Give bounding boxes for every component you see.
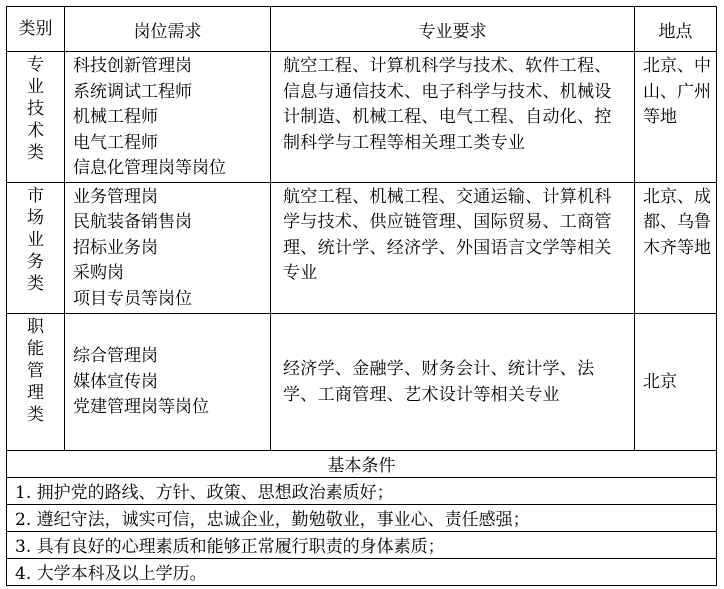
- header-location: 地点: [635, 7, 717, 52]
- position-item: 业务管理岗: [73, 186, 158, 207]
- category-cell: [7, 52, 65, 183]
- majors-cell: 航空工程、机械工程、交通运输、计算机科学与技术、供应链管理、国际贸易、工商管理、统计学、经济学、外国语言文学等相关专业: [271, 182, 635, 313]
- category-char: 市: [27, 185, 44, 206]
- category-char: 务: [27, 251, 44, 272]
- position-item: 科技创新管理岗: [73, 56, 192, 76]
- position-item: 电气工程师: [73, 132, 158, 153]
- majors-cell: 经济学、金融学、财务会计、统计学、法学、工商管理、艺术设计等相关专业: [271, 313, 635, 450]
- condition-item: 1. 拥护党的路线、方针、政策、思想政治素质好；: [7, 477, 717, 504]
- recruitment-table-page: [6, 6, 717, 586]
- category-char: 管: [27, 360, 44, 381]
- location-cell: 北京、中山、广州等地: [635, 52, 717, 183]
- position-item: 系统调试工程师: [73, 81, 192, 102]
- table-row: [7, 182, 717, 313]
- condition-item: 2. 遵纪守法，诚实可信，忠诚企业，勤勉敬业，事业心、责任感强；: [7, 504, 717, 531]
- category-char: 业: [27, 229, 44, 250]
- header-category-label: 类别: [18, 19, 53, 39]
- position-item: 党建管理岗等岗位: [73, 397, 209, 418]
- category-char: 能: [27, 338, 44, 359]
- header-category: [7, 7, 65, 52]
- condition-item: 3. 具有良好的心理素质和能够正常履行职责的身体素质；: [7, 531, 717, 558]
- majors-cell: 航空工程、计算机科学与技术、软件工程、信息与通信技术、电子科学与技术、机械设计制造、机械工程、电气工程、自动化、控制科学与工程等相关理工类专业: [271, 52, 635, 183]
- position-item: 招标业务岗: [73, 237, 158, 258]
- positions-cell: [65, 182, 271, 313]
- basic-conditions-title: 基本条件: [7, 450, 717, 477]
- category-char: 职: [27, 316, 44, 337]
- position-item: 民航装备销售岗: [73, 212, 192, 232]
- category-char: 技: [27, 99, 44, 119]
- category-char: 业: [27, 77, 44, 97]
- position-item: 项目专员等岗位: [73, 288, 192, 309]
- condition-row: [7, 477, 717, 504]
- category-char: 类: [27, 143, 44, 163]
- location-cell: 北京: [635, 313, 717, 450]
- category-char: 专: [27, 55, 44, 75]
- header-position: 岗位需求: [65, 7, 271, 52]
- category-char: 术: [27, 121, 44, 141]
- position-item: 综合管理岗: [73, 346, 158, 367]
- category-cell: [7, 182, 65, 313]
- table-row: [7, 313, 717, 450]
- category-char: 类: [27, 404, 44, 425]
- positions-cell: [65, 313, 271, 450]
- header-row: [7, 7, 717, 52]
- location-cell: 北京、成都、乌鲁木齐等地: [635, 182, 717, 313]
- basic-conditions-header-row: [7, 450, 717, 477]
- condition-row: [7, 531, 717, 558]
- category-cell: [7, 313, 65, 450]
- position-item: 采购岗: [73, 263, 124, 283]
- condition-item: 4. 大学本科及以上学历。: [7, 558, 717, 585]
- position-item: 机械工程师: [73, 107, 158, 127]
- position-item: 媒体宣传岗: [73, 371, 158, 392]
- recruitment-table: [6, 6, 717, 586]
- position-item: 信息化管理岗等岗位: [73, 158, 226, 178]
- positions-cell: [65, 52, 271, 183]
- condition-row: [7, 504, 717, 531]
- category-char: 类: [27, 273, 44, 294]
- table-row: [7, 52, 717, 183]
- category-char: 理: [27, 382, 44, 403]
- header-major: 专业要求: [271, 7, 635, 52]
- condition-row: [7, 558, 717, 585]
- category-char: 场: [27, 207, 44, 228]
